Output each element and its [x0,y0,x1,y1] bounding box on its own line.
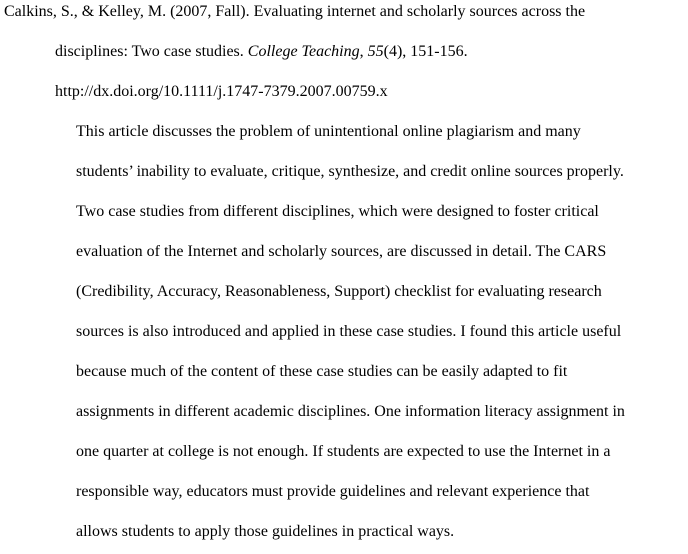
annotation-line: Two case studies from different disciplines, which were designed to foster critical [76,203,599,220]
journal-volume: 55 [367,43,384,60]
annotation-line: (Credibility, Accuracy, Reasonableness, Support) checklist for evaluating research [76,283,602,300]
annotation-line: assignments in different academic disciplines. One information literacy assignment in [76,403,625,420]
citation-comma: , [359,43,368,60]
journal-title: College Teaching [247,43,360,60]
annotation-line: allows students to apply those guidelines in practical ways. [76,523,455,540]
annotation-line: students’ inability to evaluate, critique, synthesize, and credit online sources properly. [76,163,624,180]
citation-line-source [55,42,468,62]
journal-issue-pages: (4), 151-156. [383,43,468,60]
citation-line-authors-title: Calkins, S., & Kelley, M. (2007, Fall). Evaluating internet and scholarly sources across the [4,3,586,20]
annotation-line: one quarter at college is not enough. If students are expected to use the Internet in a [76,443,611,460]
annotation-line: responsible way, educators must provide guidelines and relevant experience that [76,483,590,500]
annotation-line: evaluation of the Internet and scholarly sources, are discussed in detail. The CARS [76,243,607,260]
citation-subtitle: disciplines: Two case studies. [55,43,248,60]
citation-doi: http://dx.doi.org/10.1111/j.1747-7379.2007.00759.x [55,83,388,100]
annotation-line: This article discusses the problem of unintentional online plagiarism and many [76,123,581,140]
annotation-line: sources is also introduced and applied in these case studies. I found this article useful [76,323,622,340]
annotation-line: because much of the content of these case studies can be easily adapted to fit [76,363,568,380]
